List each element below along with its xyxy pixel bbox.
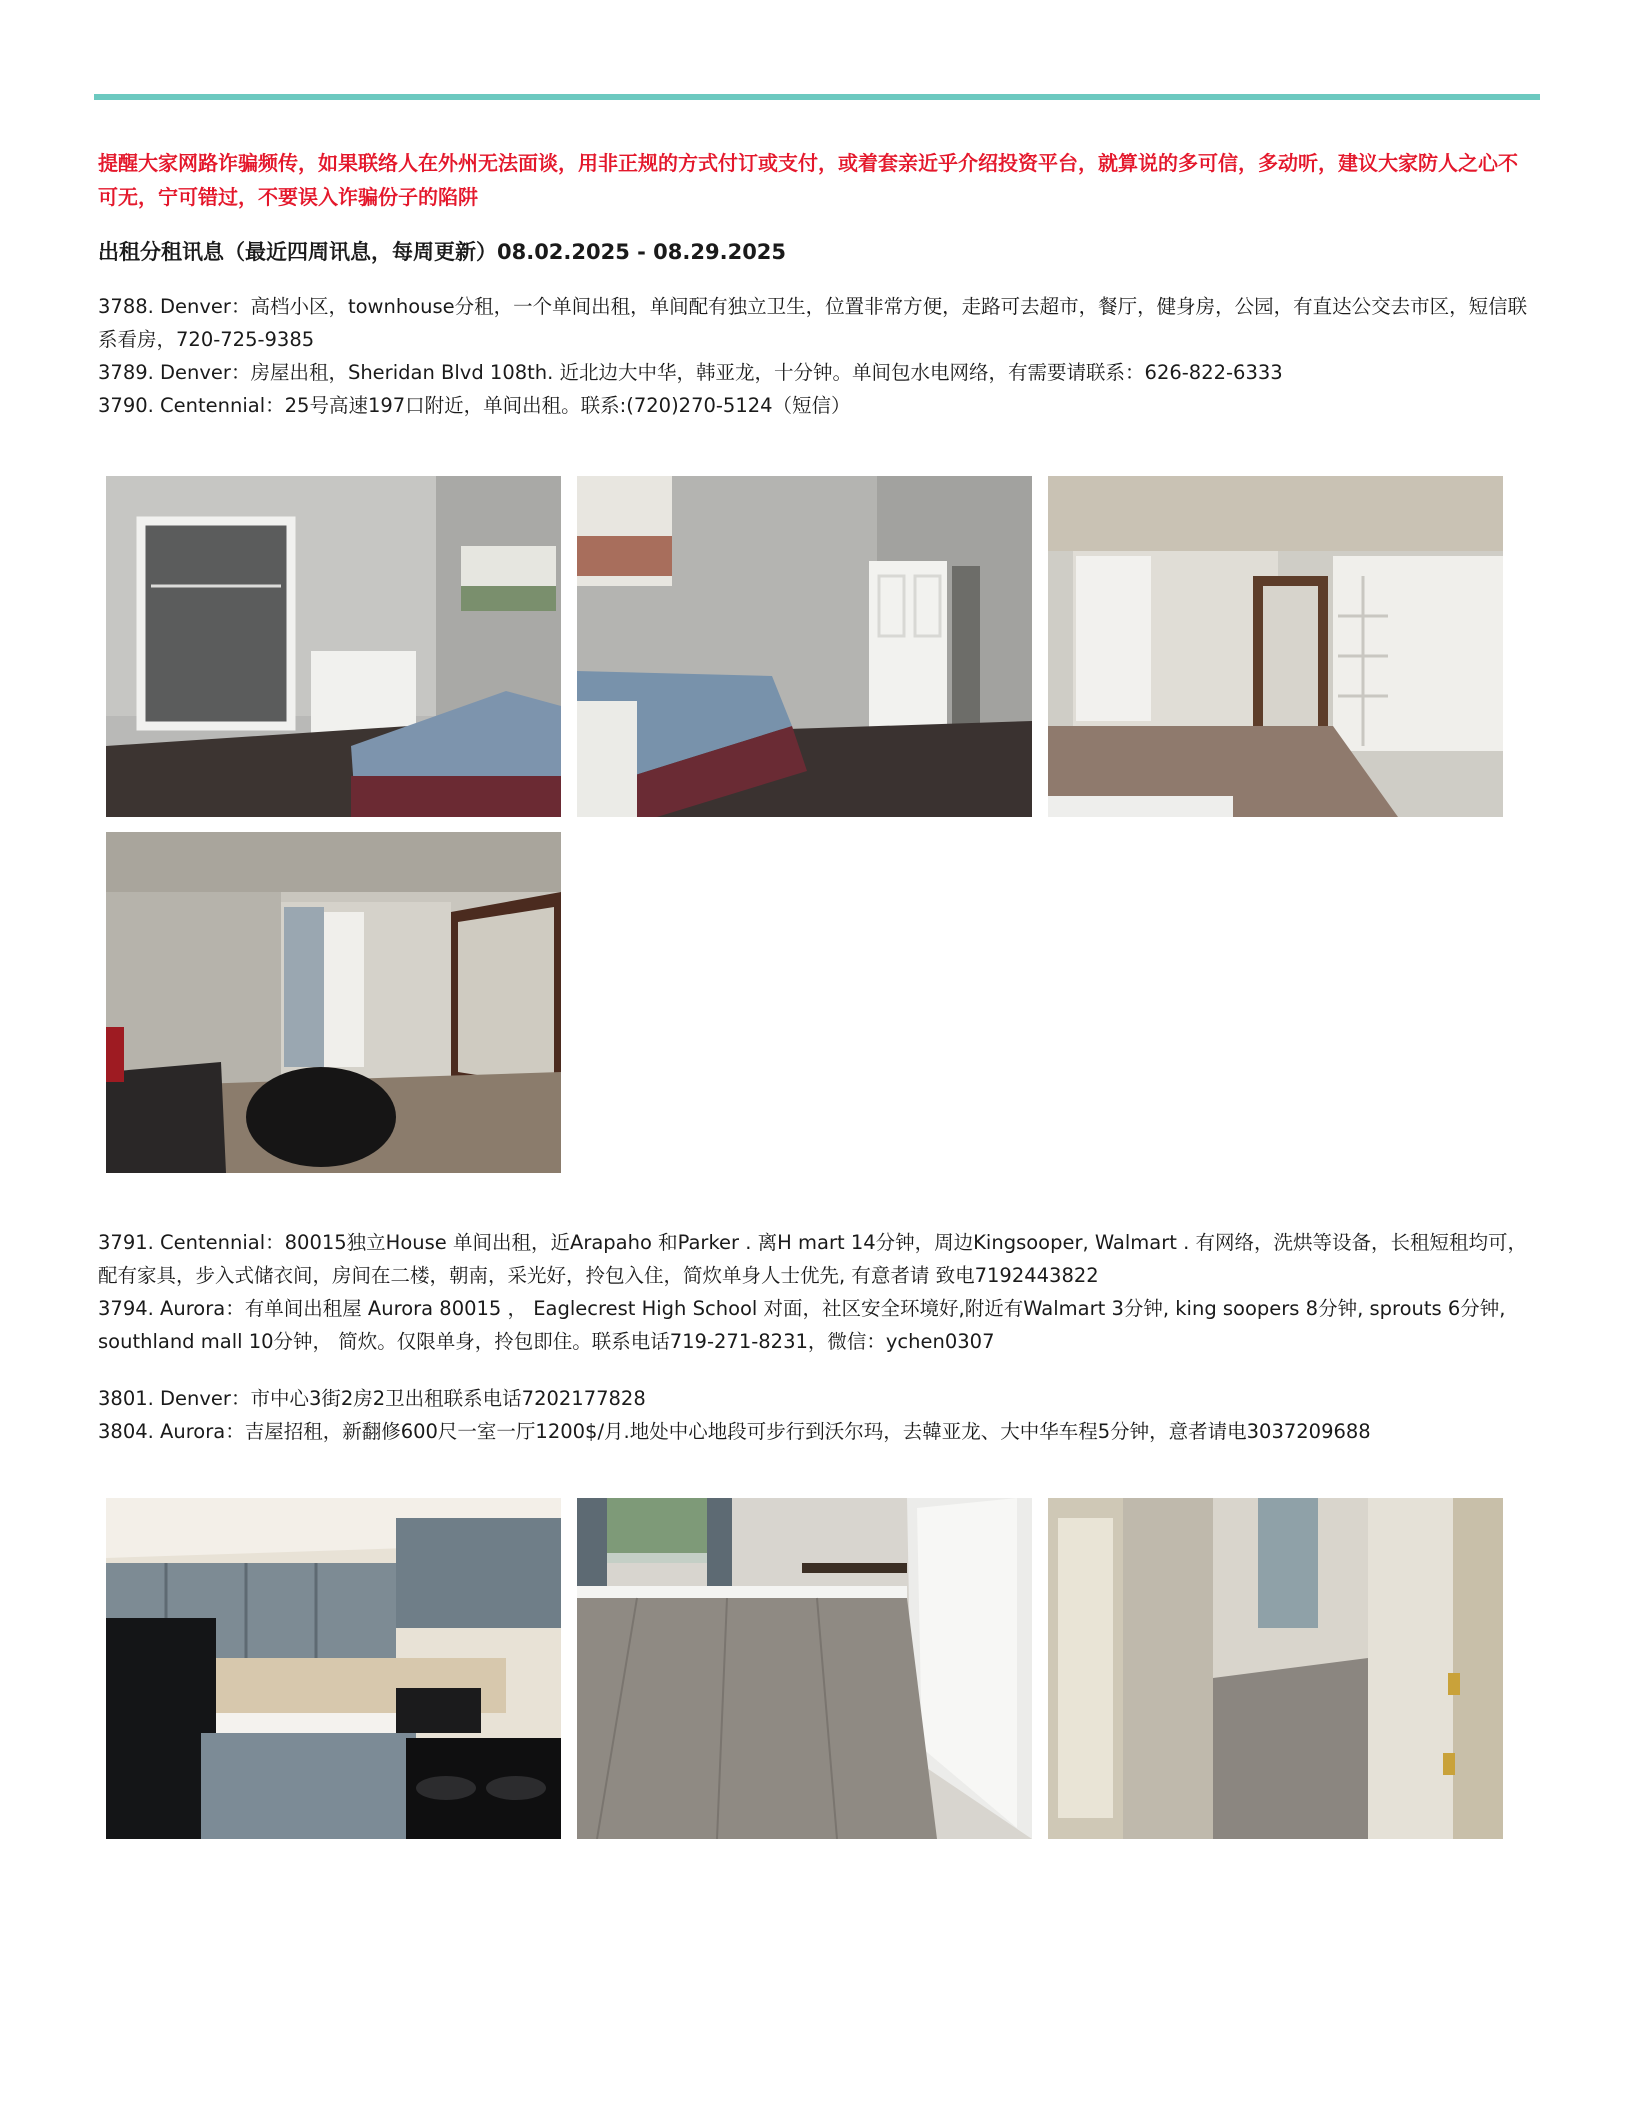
bedroom-closet-photo <box>106 476 561 817</box>
bedroom-desk-photo <box>106 832 561 1173</box>
listing-item: 3801. Denver：市中心3街2房2卫出租联系电话7202177828 <box>98 1387 646 1410</box>
listings-group-1 <box>98 290 1528 422</box>
kitchen-photo <box>106 1498 561 1839</box>
listing-item: 3794. Aurora：有单间出租屋 Aurora 80015 ， Eaglecrest High School 对面，社区安全环境好,附近有Walmart 3分钟, king soopers 8分钟, sprouts 6分钟, southland mall 10分钟， 简炊。仅限单身，拎包即住。联系电话719-271-8231，微信：ychen0307 <box>98 1297 1506 1353</box>
bedroom-door-photo <box>577 476 1032 817</box>
listings-group-3 <box>98 1382 1528 1448</box>
listing-item: 3789. Denver：房屋出租，Sheridan Blvd 108th. 近北边大中华，韩亚龙，十分钟。单间包水电网络，有需要请联系：626-822-6333 <box>98 361 1283 384</box>
listing-item: 3790. Centennial：25号高速197口附近，单间出租。联系:(720)270-5124（短信） <box>98 394 851 417</box>
listing-item: 3791. Centennial：80015独立House 单间出租，近Arapaho 和Parker . 离H mart 14分钟，周边Kingsooper, Walmart . 有网络，洗烘等设备，长租短租均可，配有家具，步入式储衣间，房间在二楼，朝南，采光好，拎包入住，简炊单身人士优先, 有意者请 致电7192443822 <box>98 1231 1527 1287</box>
scam-warning-text: 提醒大家网路诈骗频传，如果联络人在外州无法面谈，用非正规的方式付订或支付，或着套亲近乎介绍投资平台，就算说的多可信，多动听，建议大家防人之心不可无，宁可错过，不要误入诈骗份子的陷阱 <box>98 151 1518 209</box>
listing-item: 3804. Aurora：吉屋招租，新翻修600尺一室一厅1200$/月.地处中心地段可步行到沃尔玛，去韓亚龙、大中华车程5分钟，意者请电3037209688 <box>98 1420 1371 1443</box>
bedroom-wardrobe-photo <box>1048 476 1503 817</box>
top-accent-rule <box>94 94 1540 100</box>
living-room-floor-photo <box>577 1498 1032 1839</box>
listings-group-2 <box>98 1226 1528 1358</box>
listing-item: 3788. Denver：高档小区，townhouse分租，一个单间出租，单间配有独立卫生，位置非常方便，走路可去超市，餐厅，健身房，公园，有直达公交去市区，短信联系看房，720-725-9385 <box>98 295 1528 351</box>
hallway-photo <box>1048 1498 1503 1839</box>
section-title: 出租分租讯息（最近四周讯息，每周更新）08.02.2025 - 08.29.2025 <box>98 240 787 264</box>
